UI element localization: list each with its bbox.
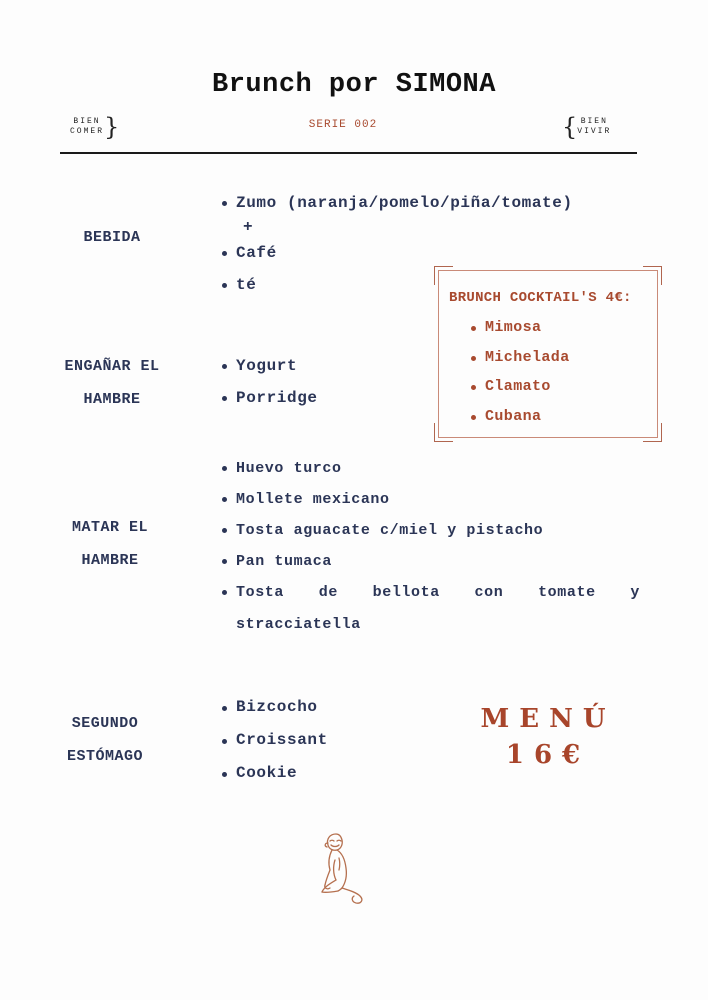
section-label-line: ENGAÑAR EL [64, 358, 160, 375]
cocktail-title: BRUNCH COCKTAIL'S 4€: [449, 290, 632, 306]
list-item: Yogurt [220, 350, 318, 382]
sweets-list [220, 691, 328, 790]
corner-ornament [643, 423, 662, 442]
corner-ornament [434, 423, 453, 442]
corner-ornament [434, 266, 453, 285]
page-title: Brunch por SIMONA [212, 70, 496, 100]
list-item: Bizcocho [220, 691, 328, 724]
monkey-icon [316, 830, 368, 906]
list-item: Croissant [220, 724, 328, 757]
list-item: Cubana [469, 402, 570, 432]
tag-left-line2: COMER [70, 127, 105, 136]
list-item: Pan tumaca [220, 546, 640, 577]
list-item: Mimosa [469, 313, 570, 343]
list-item: Zumo (naranja/pomelo/piña/tomate) [220, 187, 573, 219]
right-brace-icon: } [104, 113, 120, 141]
section-label-matar [50, 511, 170, 577]
list-item: Cookie [220, 757, 328, 790]
header-divider [60, 152, 637, 154]
section-label-line: MATAR EL [71, 519, 148, 536]
bien-vivir-tag [562, 113, 612, 141]
menu-label: MENÚ [480, 704, 616, 734]
menu-price: 16€ [505, 740, 591, 770]
list-item: Michelada [469, 343, 570, 373]
section-label-line: BEBIDA [83, 229, 141, 246]
light-food-list [220, 350, 318, 414]
section-label-line: HAMBRE [81, 552, 139, 569]
cocktail-box [438, 270, 658, 438]
list-item: Tosta aguacate c/miel y pistacho [220, 515, 640, 546]
list-item: Café [220, 237, 573, 269]
left-brace-icon: { [562, 113, 578, 141]
list-item: Porridge [220, 382, 318, 414]
tag-right-line2: VIVIR [577, 127, 612, 136]
list-item: Clamato [469, 372, 570, 402]
tag-right-line1: BIEN [580, 117, 608, 126]
section-label-segundo [50, 707, 160, 773]
serie-label: SERIE 002 [308, 119, 378, 131]
section-label-line: HAMBRE [83, 391, 141, 408]
list-item: Huevo turco [220, 453, 640, 484]
section-label-line: SEGUNDO [71, 715, 139, 732]
list-item: té [220, 269, 573, 301]
section-label-enganar [48, 350, 176, 416]
corner-ornament [643, 266, 662, 285]
section-label-bebida [60, 221, 164, 254]
tag-left-line1: BIEN [73, 117, 101, 126]
section-label-line: ESTÓMAGO [66, 748, 143, 765]
plus-sign: + [243, 218, 253, 236]
list-item-continuation: stracciatella [236, 616, 361, 633]
main-food-list [220, 453, 640, 608]
list-item: Tosta de bellota con tomate y [220, 577, 640, 608]
cocktail-list [469, 313, 570, 431]
list-item: Mollete mexicano [220, 484, 640, 515]
